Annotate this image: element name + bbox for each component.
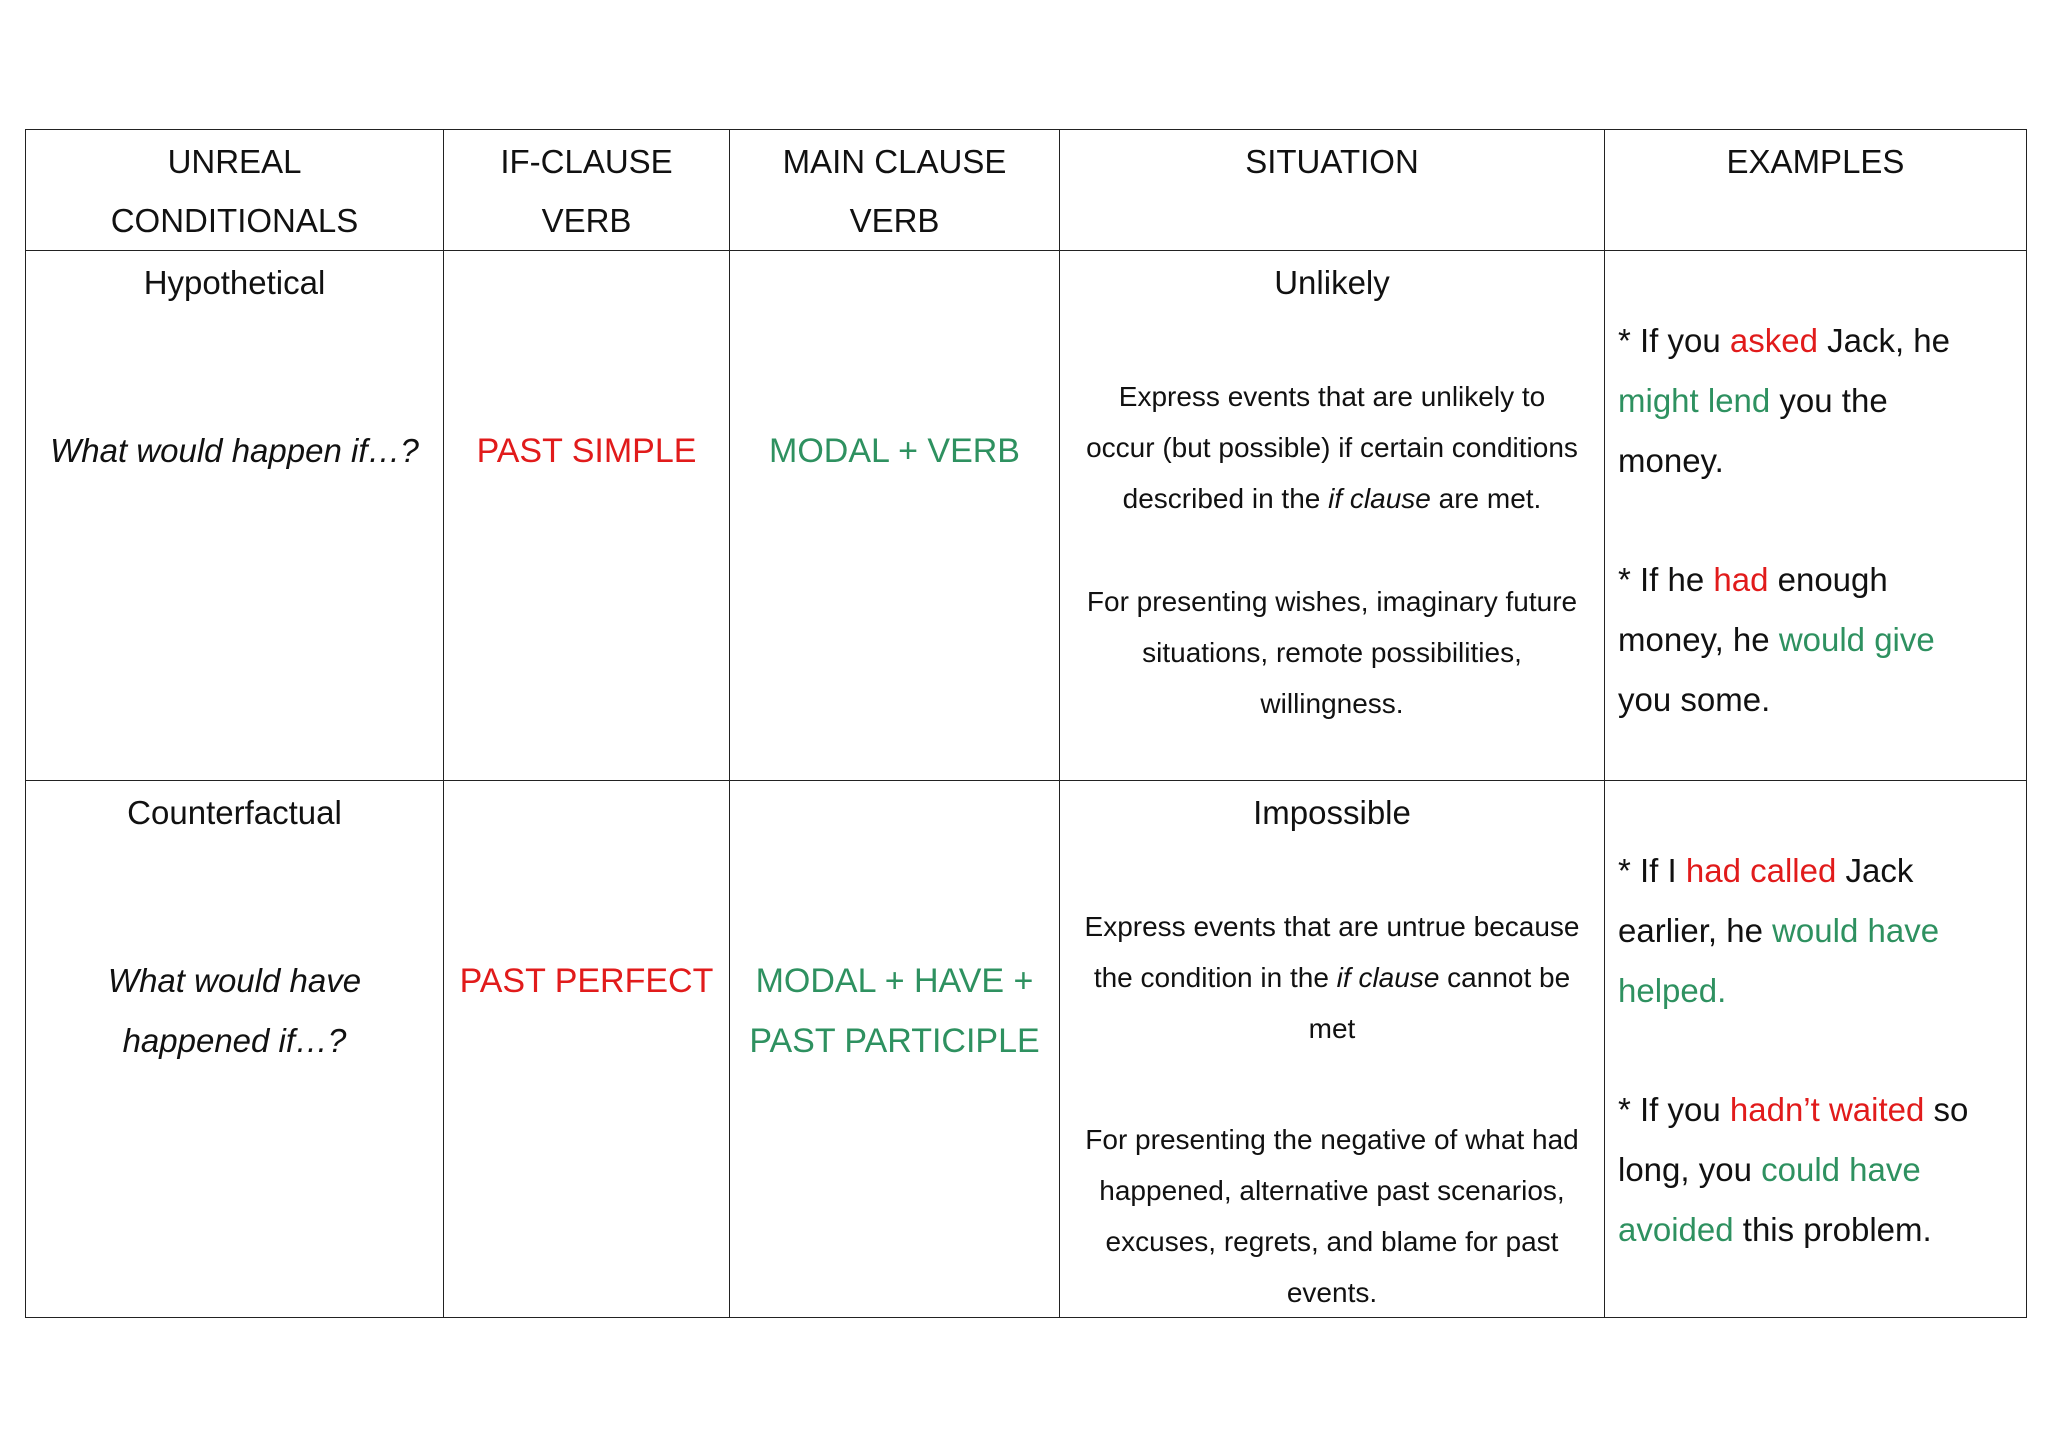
if-clause-verb: PAST SIMPLE: [476, 432, 697, 470]
header-if-clause-verb: IF-CLAUSE VERB: [444, 130, 730, 251]
header-row: [26, 130, 2027, 251]
example-2: * If you hadn’t waited so long, you could have avoided this problem.: [1618, 1091, 1969, 1248]
conditionals-table: [25, 129, 2027, 1318]
conditional-question: What would have happened if…?: [107, 962, 362, 1059]
cell-examples: [1605, 781, 2027, 1318]
cell-if-clause-verb: [444, 251, 730, 781]
conditional-name: Counterfactual: [127, 794, 342, 831]
table-row-counterfactual: [26, 781, 2027, 1318]
cell-situation: [1060, 781, 1605, 1318]
situation-description: Express events that are unlikely to occur (but possible) if certain conditions described in the if clause are met.: [1086, 381, 1578, 514]
situation-usage: For presenting wishes, imaginary future situations, remote possibilities, willingness.: [1086, 586, 1578, 719]
cell-type: [26, 781, 444, 1318]
situation-usage: For presenting the negative of what had happened, alternative past scenarios, excuses, regrets, and blame for past events.: [1085, 1124, 1579, 1308]
situation-title: Unlikely: [1274, 264, 1390, 301]
situation-description: Express events that are untrue because the condition in the if clause cannot be met: [1084, 911, 1580, 1044]
conditional-question: What would happen if…?: [50, 432, 419, 469]
example-1: * If I had called Jack earlier, he would have helped.: [1618, 852, 1940, 1009]
main-clause-verb: MODAL + HAVE + PAST PARTICIPLE: [749, 962, 1040, 1060]
cell-main-clause-verb: [730, 781, 1060, 1318]
cell-main-clause-verb: [730, 251, 1060, 781]
if-clause-verb: PAST PERFECT: [459, 962, 714, 1000]
header-unreal-conditionals: UNREAL CONDITIONALS: [26, 130, 444, 251]
cell-type: [26, 251, 444, 781]
cell-examples: [1605, 251, 2027, 781]
cell-situation: [1060, 251, 1605, 781]
cell-if-clause-verb: [444, 781, 730, 1318]
main-clause-verb: MODAL + VERB: [769, 432, 1020, 470]
header-situation: SITUATION: [1060, 130, 1605, 251]
header-examples: EXAMPLES: [1605, 130, 2027, 251]
situation-title: Impossible: [1253, 794, 1411, 831]
example-2: * If he had enough money, he would give you some.: [1618, 561, 1935, 718]
example-1: * If you asked Jack, he might lend you the money.: [1618, 322, 1951, 479]
conditional-name: Hypothetical: [143, 264, 326, 301]
header-main-clause-verb: MAIN CLAUSE VERB: [730, 130, 1060, 251]
table-row-hypothetical: [26, 251, 2027, 781]
